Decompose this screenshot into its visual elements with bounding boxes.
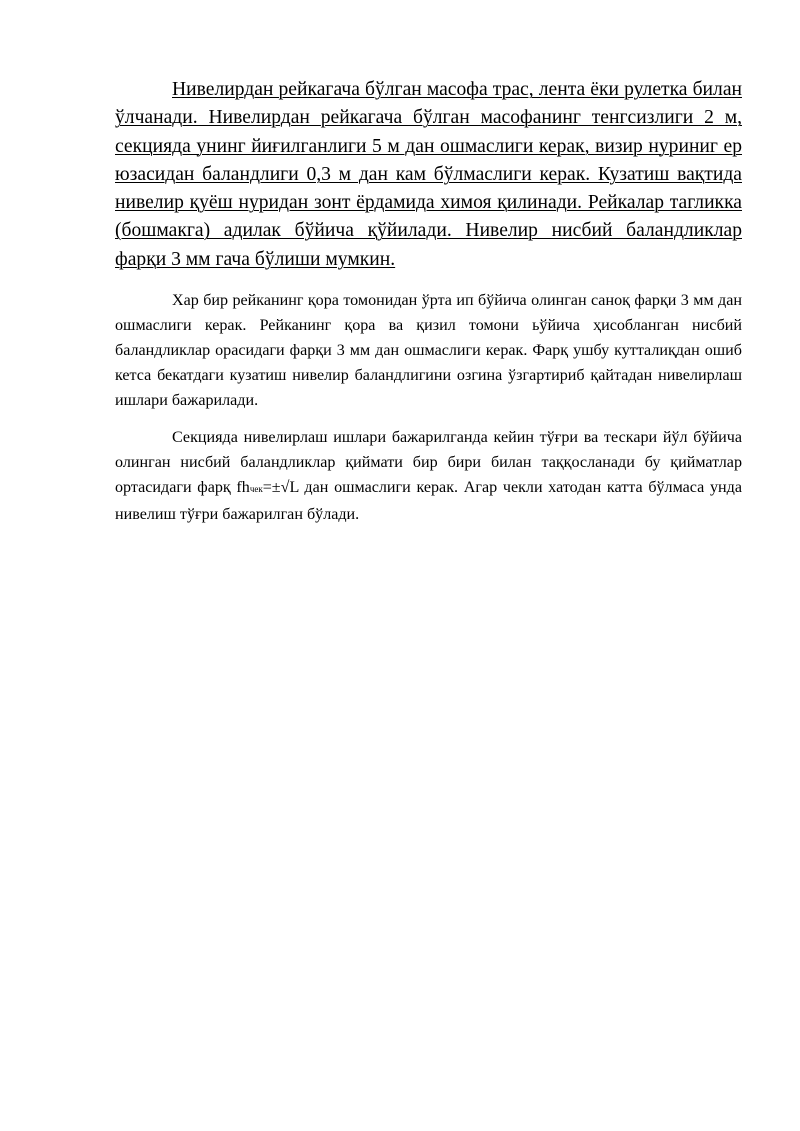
paragraph-section-comparison-text-2: =±√L дан ошмаслиги керак. Агар чекли хатодан катта бўлмаса унда нивелиш тўғри бажарилган бўлади. [115, 479, 742, 524]
paragraph-section-comparison [115, 425, 742, 527]
document-page [115, 76, 742, 539]
paragraph-leveling-distance: Нивелирдан рейкагача бўлган масофа трас, лента ёки рулетка билан ўлчанади. Нивелирдан рейкагача бўлган масофанинг тенгсизлиги 2 м, секцияда унинг йиғилганлиги 5 м дан ошмаслиги керак, визир нуриниг ер юзасидан баландлиги 0,3 м дан кам бўлмаслиги керак. Кузатиш вақтида нивелир қуёш нуридан зонт ёрдамида химоя қилинади. Рейкалар тагликка (бошмакга) адилак бўйича қўйилади. Нивелир нисбий баландликлар фарқи 3 мм гача бўлиши мумкин. [115, 79, 742, 270]
paragraph-section-comparison-text-1: Секцияда нивелирлаш ишлари бажарилганда кейин тўғри ва тескари йўл бўйича олинган нисбий баландликлар қиймати бир бири билан таққосланади бу қийматлар ортасидаги фарқ fh [115, 429, 742, 497]
formula-subscript: чек [249, 484, 263, 495]
paragraph-staff-readings: Хар бир рейканинг қора томонидан ўрта ип бўйича олинган саноқ фарқи 3 мм дан ошмаслиги керак. Рейканинг қора ва қизил томони ьўйича ҳисобланган нисбий баландликлар орасидаги фарқи 3 мм дан ошмаслиги керак. Фарқ ушбу кутталиқдан ошиб кетса бекатдаги кузатиш нивелир баландлигини озгина ўзгартириб қайтадан нивелирлаш ишлари бажарилади. [115, 292, 742, 410]
